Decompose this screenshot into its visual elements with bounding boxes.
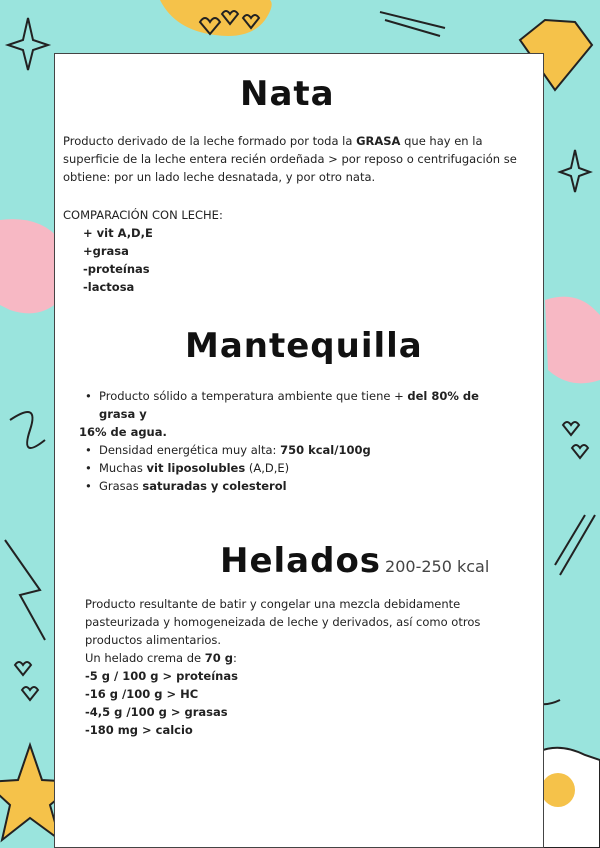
lines-right	[555, 515, 595, 575]
nata-title: Nata	[240, 74, 335, 114]
nutrient-list	[85, 667, 238, 739]
nata-description: Producto derivado de la leche formado por toda la GRASA que hay en la superficie de la leche entera recién ordeñada > por reposo o centrifugación se obtiene: por un lado leche desnatada, y por otro nata.	[63, 134, 517, 184]
helados-title: Helados 200-250 kcal	[220, 541, 490, 581]
list-item-continuation: 16% de agua.	[79, 425, 167, 439]
list-item: • Densidad energética muy alta: 750 kcal/100g	[79, 441, 515, 459]
list-item: • Producto sólido a temperatura ambiente que tiene + del 80% de grasa y	[79, 387, 515, 423]
mantequilla-list	[79, 387, 515, 495]
list-item: • Muchas vit liposolubles (A,D,E)	[79, 459, 515, 477]
mantequilla-title: Mantequilla	[185, 326, 423, 366]
lightning-left	[5, 540, 45, 640]
helados-kcal: 200-250 kcal	[385, 557, 490, 576]
squiggle-left	[10, 412, 45, 448]
list-item: -16 g /100 g > HC	[85, 687, 199, 701]
serving-line: Un helado crema de 70 g:	[85, 651, 237, 665]
hearts-left	[15, 662, 38, 700]
comparison-heading: COMPARACIÓN CON LECHE:	[63, 208, 223, 222]
list-item: • Grasas saturadas y colesterol	[79, 477, 515, 495]
list-item: -4,5 g /100 g > grasas	[85, 705, 228, 719]
list-item: +grasa	[83, 244, 129, 258]
list-item: -180 mg > calcio	[85, 723, 193, 737]
sparkle-right	[560, 150, 590, 192]
list-item: -lactosa	[83, 280, 135, 294]
list-item: + vit A,D,E	[83, 226, 153, 240]
helados-description: Producto resultante de batir y congelar una mezcla debidamente pasteurizada y homogeneizada de leche y derivados, así como otros productos alimentarios.	[85, 597, 481, 647]
list-item: -5 g / 100 g > proteínas	[85, 669, 238, 683]
egg-yolk	[541, 773, 575, 807]
lines-top	[380, 12, 445, 36]
sparkle-top-left	[8, 18, 48, 70]
content-sheet	[54, 53, 544, 848]
comparison-list	[83, 224, 153, 296]
hearts-right	[563, 422, 588, 458]
list-item: -proteínas	[83, 262, 150, 276]
pink-face-right	[545, 297, 600, 384]
